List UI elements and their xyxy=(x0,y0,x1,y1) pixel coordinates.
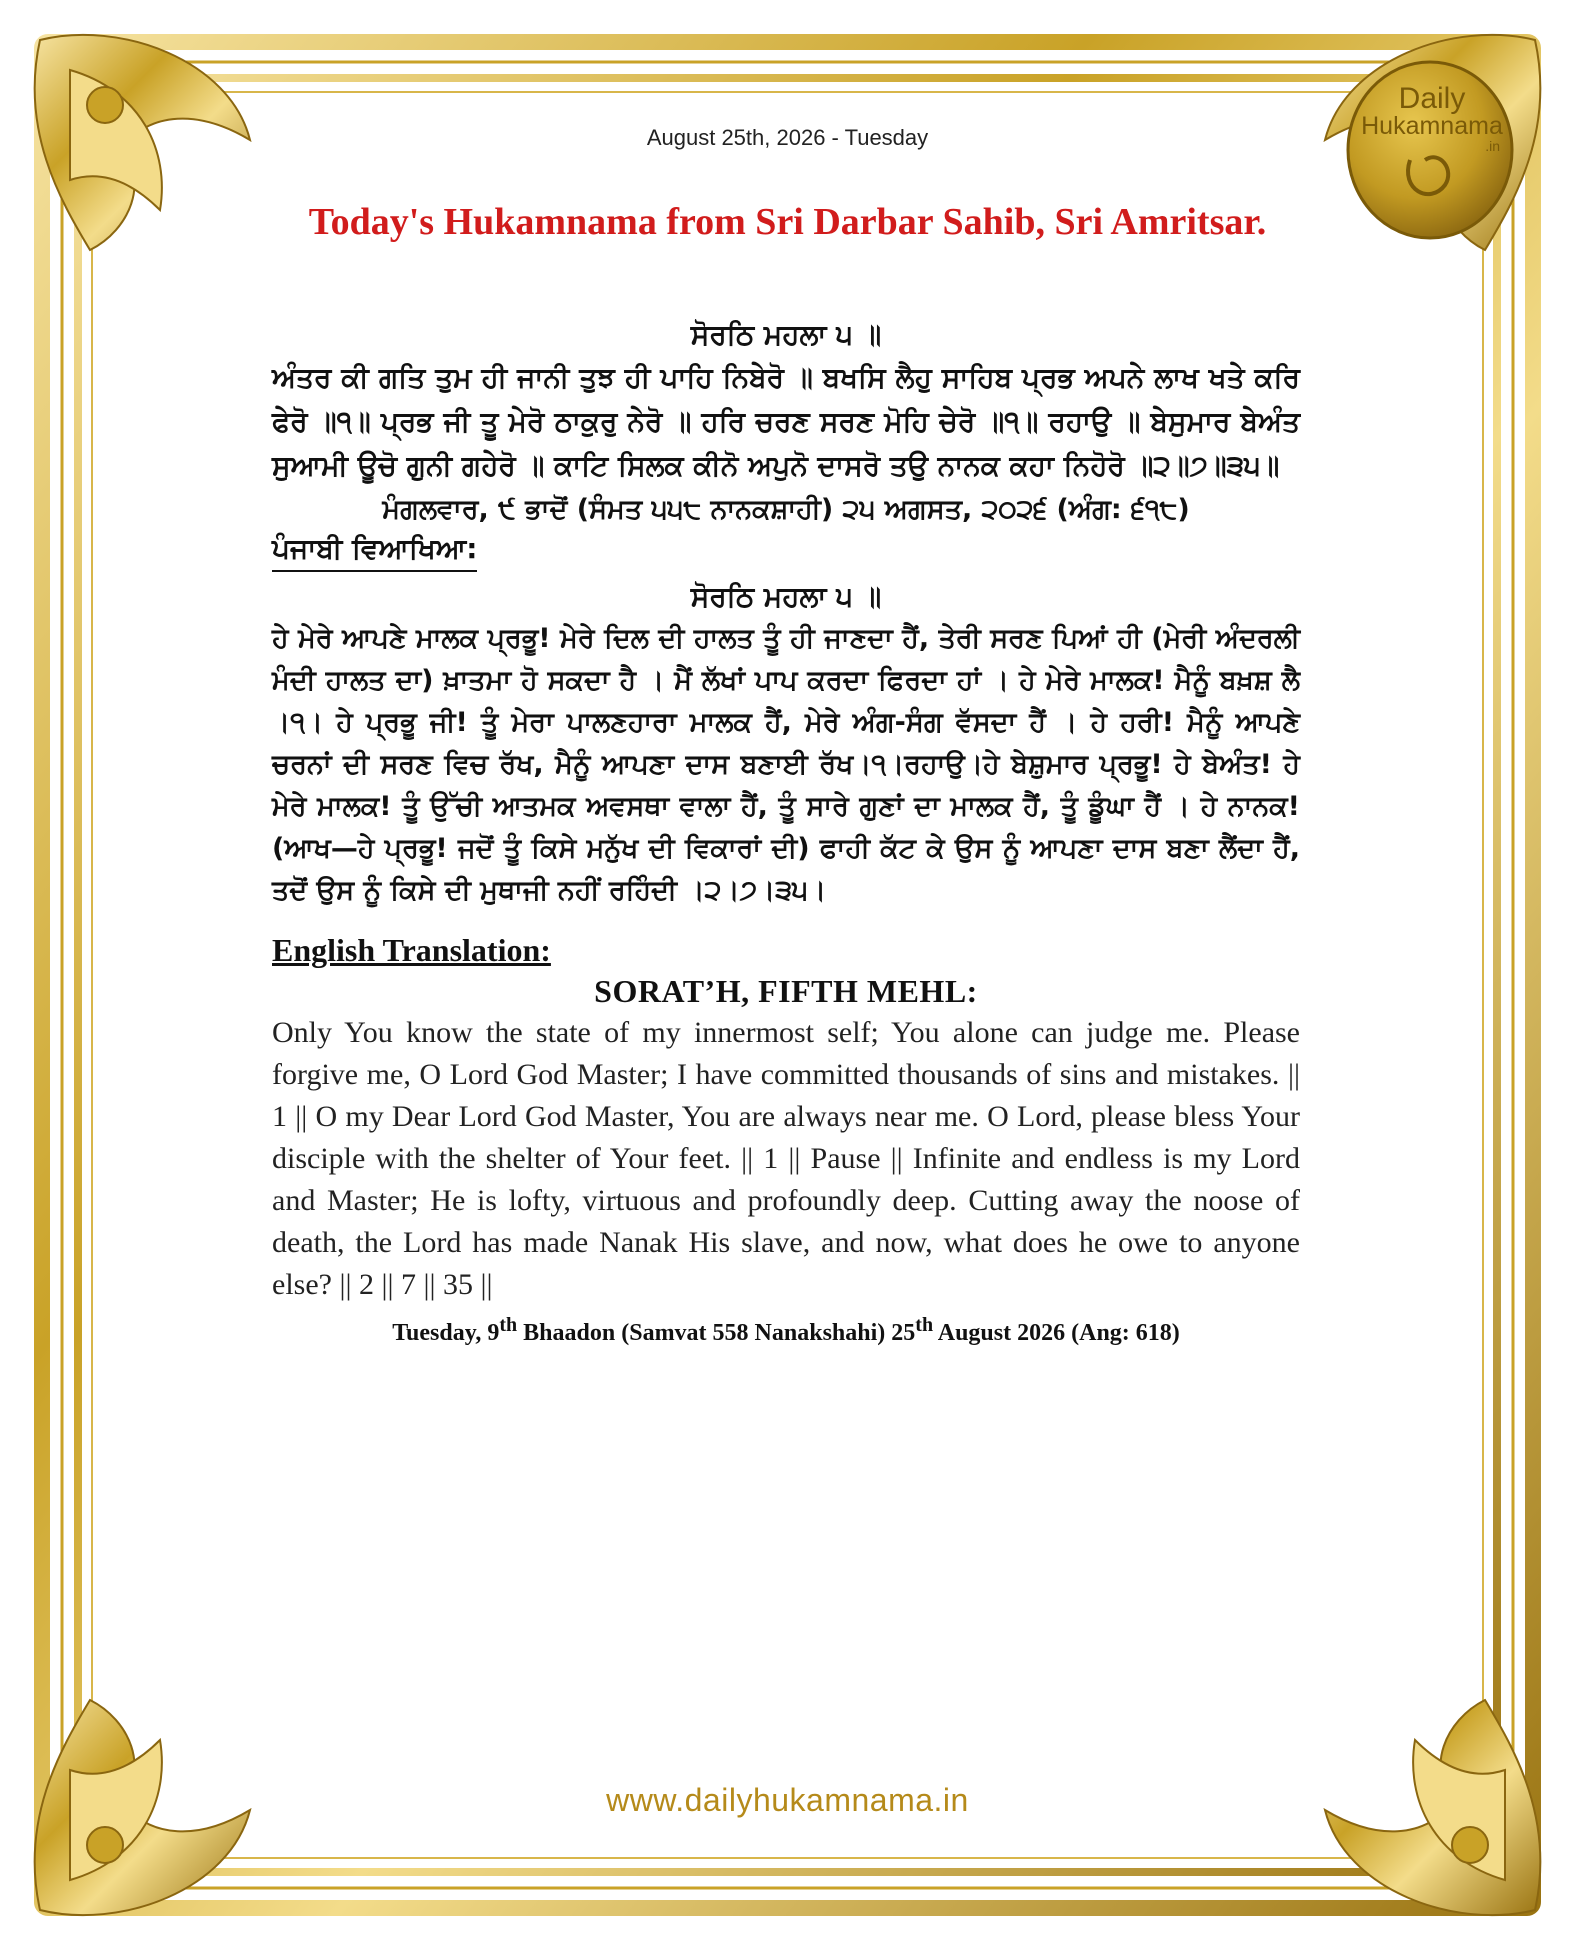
logo-text-hukamnama: Hukamnama xyxy=(1361,112,1503,140)
header-date: August 25th, 2026 - Tuesday xyxy=(646,125,929,150)
punjabi-explanation-text: ਹੇ ਮੇਰੇ ਆਪਣੇ ਮਾਲਕ ਪ੍ਰਭੂ! ਮੇਰੇ ਦਿਲ ਦੀ ਹਾਲਤ ਤੂੰ ਹੀ ਜਾਣਦਾ ਹੈਂ, ਤੇਰੀ ਸਰਣ ਪਿਆਂ ਹੀ (ਮੇਰੀ ਅੰਦਰਲੀ ਮੰਦੀ ਹਾਲਤ ਦਾ) ਖ਼ਾਤਮਾ ਹੋ ਸਕਦਾ ਹੈ । ਮੈਂ ਲੱਖਾਂ ਪਾਪ ਕਰਦਾ ਫਿਰਦਾ ਹਾਂ । ਹੇ ਮੇਰੇ ਮਾਲਕ! ਮੈਨੂੰ ਬਖ਼ਸ਼ ਲੈ ।੧। ਹੇ ਪ੍ਰਭੂ ਜੀ! ਤੂੰ ਮੇਰਾ ਪਾਲਣਹਾਰਾ ਮਾਲਕ ਹੈਂ, ਮੇਰੇ ਅੰਗ-ਸੰਗ ਵੱਸਦਾ ਹੈਂ । ਹੇ ਹਰੀ! ਮੈਨੂੰ ਆਪਣੇ ਚਰਨਾਂ ਦੀ ਸਰਣ ਵਿਚ ਰੱਖ, ਮੈਨੂੰ ਆਪਣਾ ਦਾਸ ਬਣਾਈ ਰੱਖ।੧।ਰਹਾਉ।ਹੇ ਬੇਸ਼ੁਮਾਰ ਪ੍ਰਭੂ! ਹੇ ਬੇਅੰਤ! ਹੇ ਮੇਰੇ ਮਾਲਕ! ਤੂੰ ਉੱਚੀ ਆਤਮਕ ਅਵਸਥਾ ਵਾਲਾ ਹੈਂ, ਤੂੰ ਸਾਰੇ ਗੁਣਾਂ ਦਾ ਮਾਲਕ ਹੈਂ, ਤੂੰ ਡੂੰਘਾ ਹੈਂ । ਹੇ ਨਾਨਕ! (ਆਖ—ਹੇ ਪ੍ਰਭੂ! ਜਦੋਂ ਤੂੰ ਕਿਸੇ ਮਨੁੱਖ ਦੀ ਵਿਕਾਰਾਂ ਦੀ) ਫਾਹੀ ਕੱਟ ਕੇ ਉਸ ਨੂੰ ਆਪਣਾ ਦਾਸ ਬਣਾ ਲੈਂਦਾ ਹੈਂ, ਤਦੋਂ ਉਸ ਨੂੰ ਕਿਸੇ ਦੀ ਮੁਥਾਜੀ ਨਹੀਂ ਰਹਿੰਦੀ ।੨।੭।੩੫। xyxy=(272,623,1300,906)
english-date-sup1: th xyxy=(499,1314,518,1336)
gurbani-heading: ਸੋਰਠਿ ਮਹਲਾ ੫ ॥ xyxy=(690,318,882,351)
english-date-end: August 2026 (Ang: 618) xyxy=(933,1320,1180,1346)
gurbani-date-line: ਮੰਗਲਵਾਰ, ੯ ਭਾਦੋਂ (ਸੰਮਤ ੫੫੮ ਨਾਨਕਸ਼ਾਹੀ) ੨੫ ਅਗਸਤ, ੨੦੨੬ (ਅੰਗ: ੬੧੮) xyxy=(382,494,1190,525)
page-title: Today's Hukamnama from Sri Darbar Sahib, Sri Amritsar. xyxy=(308,201,1267,243)
english-date-line xyxy=(272,1314,1300,1347)
main-content xyxy=(272,318,1300,1347)
english-translation-text: Only You know the state of my innermost self; You alone can judge me. Please forgive me, O Lord God Master; I have committed thousands of sins and mistakes. || 1 || O my Dear Lord God Master, You are always near me. O Lord, please bless Your disciple with the shelter of Your feet. || 1 || Pause || Infinite and endless is my Lord and Master; He is lofty, virtuous and profoundly deep. Cutting away the noose of death, the Lord has made Nanak His slave, and now, what does he owe to anyone else? || 2 || 7 || 35 || xyxy=(272,1016,1300,1301)
logo-text-domain: .in xyxy=(1485,138,1500,154)
footer-website-link[interactable]: www.dailyhukamnama.in xyxy=(606,1782,969,1818)
gurbani-text: ਅੰਤਰ ਕੀ ਗਤਿ ਤੁਮ ਹੀ ਜਾਨੀ ਤੁਝ ਹੀ ਪਾਹਿ ਨਿਬੇਰੋ ॥ ਬਖਸਿ ਲੈਹੁ ਸਾਹਿਬ ਪ੍ਰਭ ਅਪਨੇ ਲਾਖ ਖਤੇ ਕਰਿ ਫੇਰੋ ॥੧॥ ਪ੍ਰਭ ਜੀ ਤੂ ਮੇਰੋ ਠਾਕੁਰੁ ਨੇਰੋ ॥ ਹਰਿ ਚਰਣ ਸਰਣ ਮੋਹਿ ਚੇਰੋ ॥੧॥ ਰਹਾਉ ॥ ਬੇਸੁਮਾਰ ਬੇਅੰਤ ਸੁਆਮੀ ਊਚੋ ਗੁਨੀ ਗਹੇਰੋ ॥ ਕਾਟਿ ਸਿਲਕ ਕੀਨੋ ਅਪੁਨੋ ਦਾਸਰੋ ਤਉ ਨਾਨਕ ਕਹਾ ਨਿਹੋਰੋ ॥੨॥੭॥੩੫॥ xyxy=(272,361,1300,482)
english-translation-heading: English Translation: xyxy=(272,932,551,968)
punjabi-explanation-subheading: ਸੋਰਠਿ ਮਹਲਾ ੫ ॥ xyxy=(690,580,882,613)
english-translation-subheading: SORAT’H, FIFTH MEHL: xyxy=(594,973,978,1009)
logo-text-daily: Daily xyxy=(1398,82,1466,115)
english-date-sup2: th xyxy=(915,1314,934,1336)
punjabi-explanation-heading: ਪੰਜਾਬੀ ਵਿਆਖਿਆ: xyxy=(272,532,477,572)
english-date-mid: Bhaadon (Samvat 558 Nanakshahi) 25 xyxy=(517,1320,916,1346)
english-date-day: Tuesday, 9 xyxy=(392,1320,500,1346)
